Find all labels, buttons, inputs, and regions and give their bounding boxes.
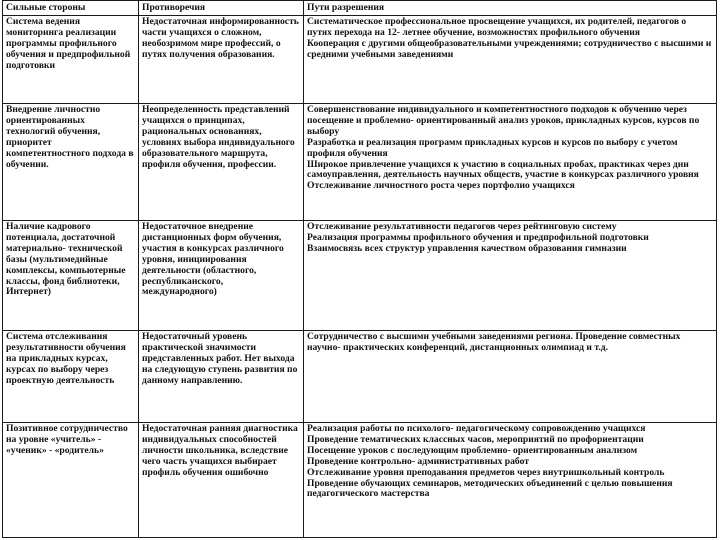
table-row — [3, 423, 717, 538]
header-contradictions: Противоречия — [139, 1, 304, 16]
solution-item: Систематическое профессиональное просвещение учащихся, их родителей, педагогов о путях перехода на 12- летнее обучение, возможностях профильного обучения — [307, 16, 687, 38]
solution-item: Проведение контрольно- административных работ — [307, 455, 529, 467]
solution-item: Реализация программы профильного обучения и предпрофильной подготовки — [307, 231, 649, 243]
contradiction-cell: Неопределенность представлений учащихся о принципах, рациональных основаниях, условиях выбора индивидуального образовательного маршрута, профиля обучения, профессии. — [139, 104, 304, 221]
solution-item: Кооперация с другими общеобразовательными учреждениями; сотрудничество с высшими и средними учебными заведениями — [307, 37, 712, 60]
header-strengths: Сильные стороны — [3, 1, 139, 16]
table-row — [3, 104, 717, 221]
table-row — [3, 221, 717, 331]
solution-item: Сотрудничество с высшими учебными заведениями региона. Проведение совместных научно- практических конференций, дистанционных олимпиад и т.д. — [307, 331, 681, 353]
contradiction-cell: Недостаточная информированность части учащихся о сложном, необозримом мире профессий, о путях получения образования. — [139, 16, 304, 104]
solutions-cell — [304, 221, 717, 331]
strength-cell: Система отслеживания результативности обучения на прикладных курсах, курсах по выбору через проектную деятельность — [3, 331, 139, 423]
solution-item: Широкое привлечение учащихся к участию в социальных пробах, практиках через дни самоуправления, деятельность научных обществ, участие в конкурсах различного уровня — [307, 158, 699, 181]
solution-item: Проведение обучающих семинаров, методических объединений с целью повышения педагогического мастерства — [307, 477, 673, 500]
solution-item: Посещение уроков с последующим проблемно- ориентированным анализом — [307, 444, 638, 456]
solutions-cell — [304, 423, 717, 538]
solution-item: Отслеживание уровня преподавания предметов через внутришкольный контроль — [307, 466, 665, 478]
solutions-cell — [304, 104, 717, 221]
strength-cell: Система ведения мониторинга реализации программы профильного обучения и предпрофильной подготовки — [3, 16, 139, 104]
solution-item: Разработка и реализация программ прикладных курсов и курсов по выбору с учетом профиля обучения — [307, 136, 678, 159]
contradiction-cell: Недостаточная ранняя диагностика индивидуальных способностей личности школьника, вследствие чего часть учащихся выбирает профиль обучения ошибочно — [139, 423, 304, 538]
header-solutions: Пути разрешения — [304, 1, 717, 16]
solutions-cell — [304, 331, 717, 423]
strategy-table — [2, 0, 717, 538]
solution-item: Совершенствование индивидуального и компетентностного подходов к обучению через посещение и проблемно- ориентированный анализ уроков, прикладных курсов, курсов по выбору — [307, 104, 700, 137]
solution-item: Взаимосвязь всех структур управления качеством образования гимназии — [307, 242, 627, 254]
solution-item: Отслеживание личностного роста через портфолио учащихся — [307, 180, 575, 192]
strength-cell: Позитивное сотрудничество на уровне «учитель» - «ученик» - «родитель» — [3, 423, 139, 538]
solutions-cell — [304, 16, 717, 104]
table-row — [3, 331, 717, 423]
solution-item: Реализация работы по психолого- педагогическому сопровождению учащихся — [307, 423, 646, 434]
strength-cell: Наличие кадрового потенциала, достаточной материально- технической базы (мультимедийные комплексы, компьютерные классы, фонд библиотеки, Интернет) — [3, 221, 139, 331]
solution-item: Отслеживание результативности педагогов через рейтинговую систему — [307, 221, 617, 232]
solution-item: Проведение тематических классных часов, мероприятий по профориентации — [307, 433, 644, 445]
contradiction-cell: Недостаточный уровень практической значимости представленных работ. Нет выхода на следующую ступень развития по данному направлению. — [139, 331, 304, 423]
strength-cell: Внедрение личностно ориентированных технологий обучения, приоритет компетентностного подхода в обучении. — [3, 104, 139, 221]
contradiction-cell: Недостаточное внедрение дистанционных форм обучения, участия в конкурсах различного уровня, инициирования деятельности (областного, республиканского, международного) — [139, 221, 304, 331]
table-row — [3, 16, 717, 104]
table-header-row — [3, 1, 717, 16]
